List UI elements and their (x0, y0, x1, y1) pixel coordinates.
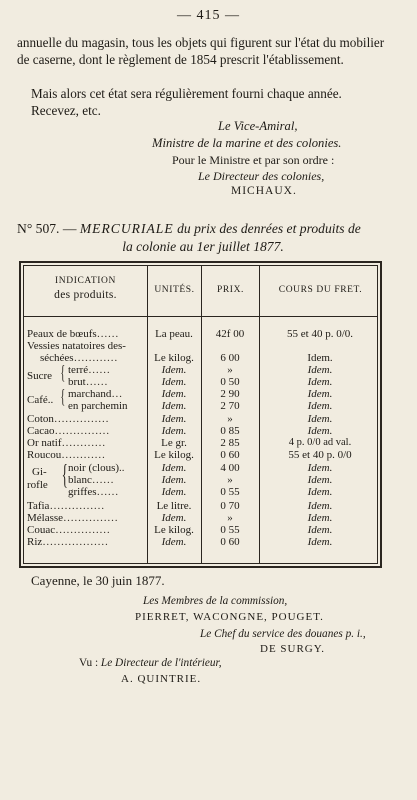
table-row: Riz……………… Idem. 0 60 Idem. (27, 536, 333, 548)
table-row: Peaux de bœufs…… La peau. 42f 00 55 et 40 p. 0/0. (27, 328, 353, 340)
table-row: blanc…… Idem. » Idem. (68, 474, 333, 486)
signer-role: Ministre de la marine et des colonies. (152, 136, 342, 150)
table-row: brut…… Idem. 0 50 Idem. (68, 376, 333, 388)
page-number: — 415 — (177, 8, 240, 23)
table-row: terré…… Idem. » Idem. (68, 364, 333, 376)
interior-title: Le Directeur de l'intérieur, (100, 657, 222, 669)
table-row: Coton…………… Idem. » Idem. (27, 413, 333, 425)
header-units: UNITÉS. (154, 285, 195, 295)
table-row: en parchemin Idem. 2 70 Idem. (68, 400, 333, 412)
signer-title: Le Vice-Amiral, (218, 119, 298, 133)
group-label-girofle-2: rofle (27, 479, 48, 491)
brace-icon: { (60, 362, 66, 384)
commission-members: PIERRET, WACONGNE, POUGET. (135, 611, 324, 623)
intro-paragraph-2: Mais alors cet état sera régulièrement fourni chaque année. (31, 86, 342, 101)
section-title-rest: du prix des denrées et produits de (177, 221, 361, 236)
table-row: séchées………… Le kilog. 6 00 Idem. (40, 352, 333, 364)
brace-icon: { (60, 386, 66, 408)
group-label-girofle: Gi- (32, 466, 47, 478)
table-row: griffes…… Idem. 0 55 Idem. (68, 486, 333, 498)
group-label-cafe: Café.. (27, 394, 54, 406)
director-title: Le Directeur des colonies, (198, 169, 325, 183)
table-row: noir (clous).. Idem. 4 00 Idem. (68, 462, 333, 474)
table-row: marchand… Idem. 2 90 Idem. (68, 388, 333, 400)
price-table (19, 261, 382, 568)
section-number: N° 507. — (17, 221, 77, 236)
closing-formula: Recevez, etc. (31, 103, 101, 118)
intro-paragraph: annuelle du magasin, tous les objets qui figurent sur l'état du mobilier de caserne, dont le règlement de 1854 prescrit l'établissement. (17, 35, 385, 67)
section-title (17, 220, 389, 256)
brace-icon: { (61, 460, 68, 491)
section-title-caps: MERCURIALE (79, 221, 174, 236)
interior-name: A. QUINTRIE. (121, 673, 202, 685)
commission-label: Les Membres de la commission, (143, 595, 288, 607)
table-row: Roucou………… Le kilog. 0 60 55 et 40 p. 0/0 (27, 449, 352, 461)
header-freight: COURS DU FRET. (278, 285, 363, 295)
place-date: Cayenne, le 30 juin 1877. (31, 573, 165, 588)
group-label-sucre: Sucre (27, 370, 53, 382)
section-title-line2: la colonie au 1er juillet 1877. (122, 239, 284, 254)
vu-line (79, 657, 222, 669)
vu-label: Vu : (79, 657, 99, 669)
customs-title: Le Chef du service des douanes p. i., (200, 628, 366, 640)
header-indication: INDICATION des produits. (54, 276, 117, 301)
by-order: Pour le Ministre et par son ordre : (172, 153, 335, 167)
table-row: Cacao…………… Idem. 0 85 Idem. (27, 425, 333, 437)
table-row: Mélasse…………… Idem. » Idem. (27, 512, 333, 524)
customs-name: DE SURGY. (260, 643, 326, 655)
header-price: PRIX. (216, 285, 245, 295)
table-row: Tafia…………… Le litre. 0 70 Idem. (27, 500, 333, 512)
table-row: Or natif………… Le gr. 2 85 4 p. 0/0 ad val. (27, 437, 352, 449)
table-row: Vessies natatoires des- (27, 340, 126, 352)
table-row: Couac…………… Le kilog. 0 55 Idem. (27, 524, 333, 536)
director-name: MICHAUX. (231, 185, 297, 197)
